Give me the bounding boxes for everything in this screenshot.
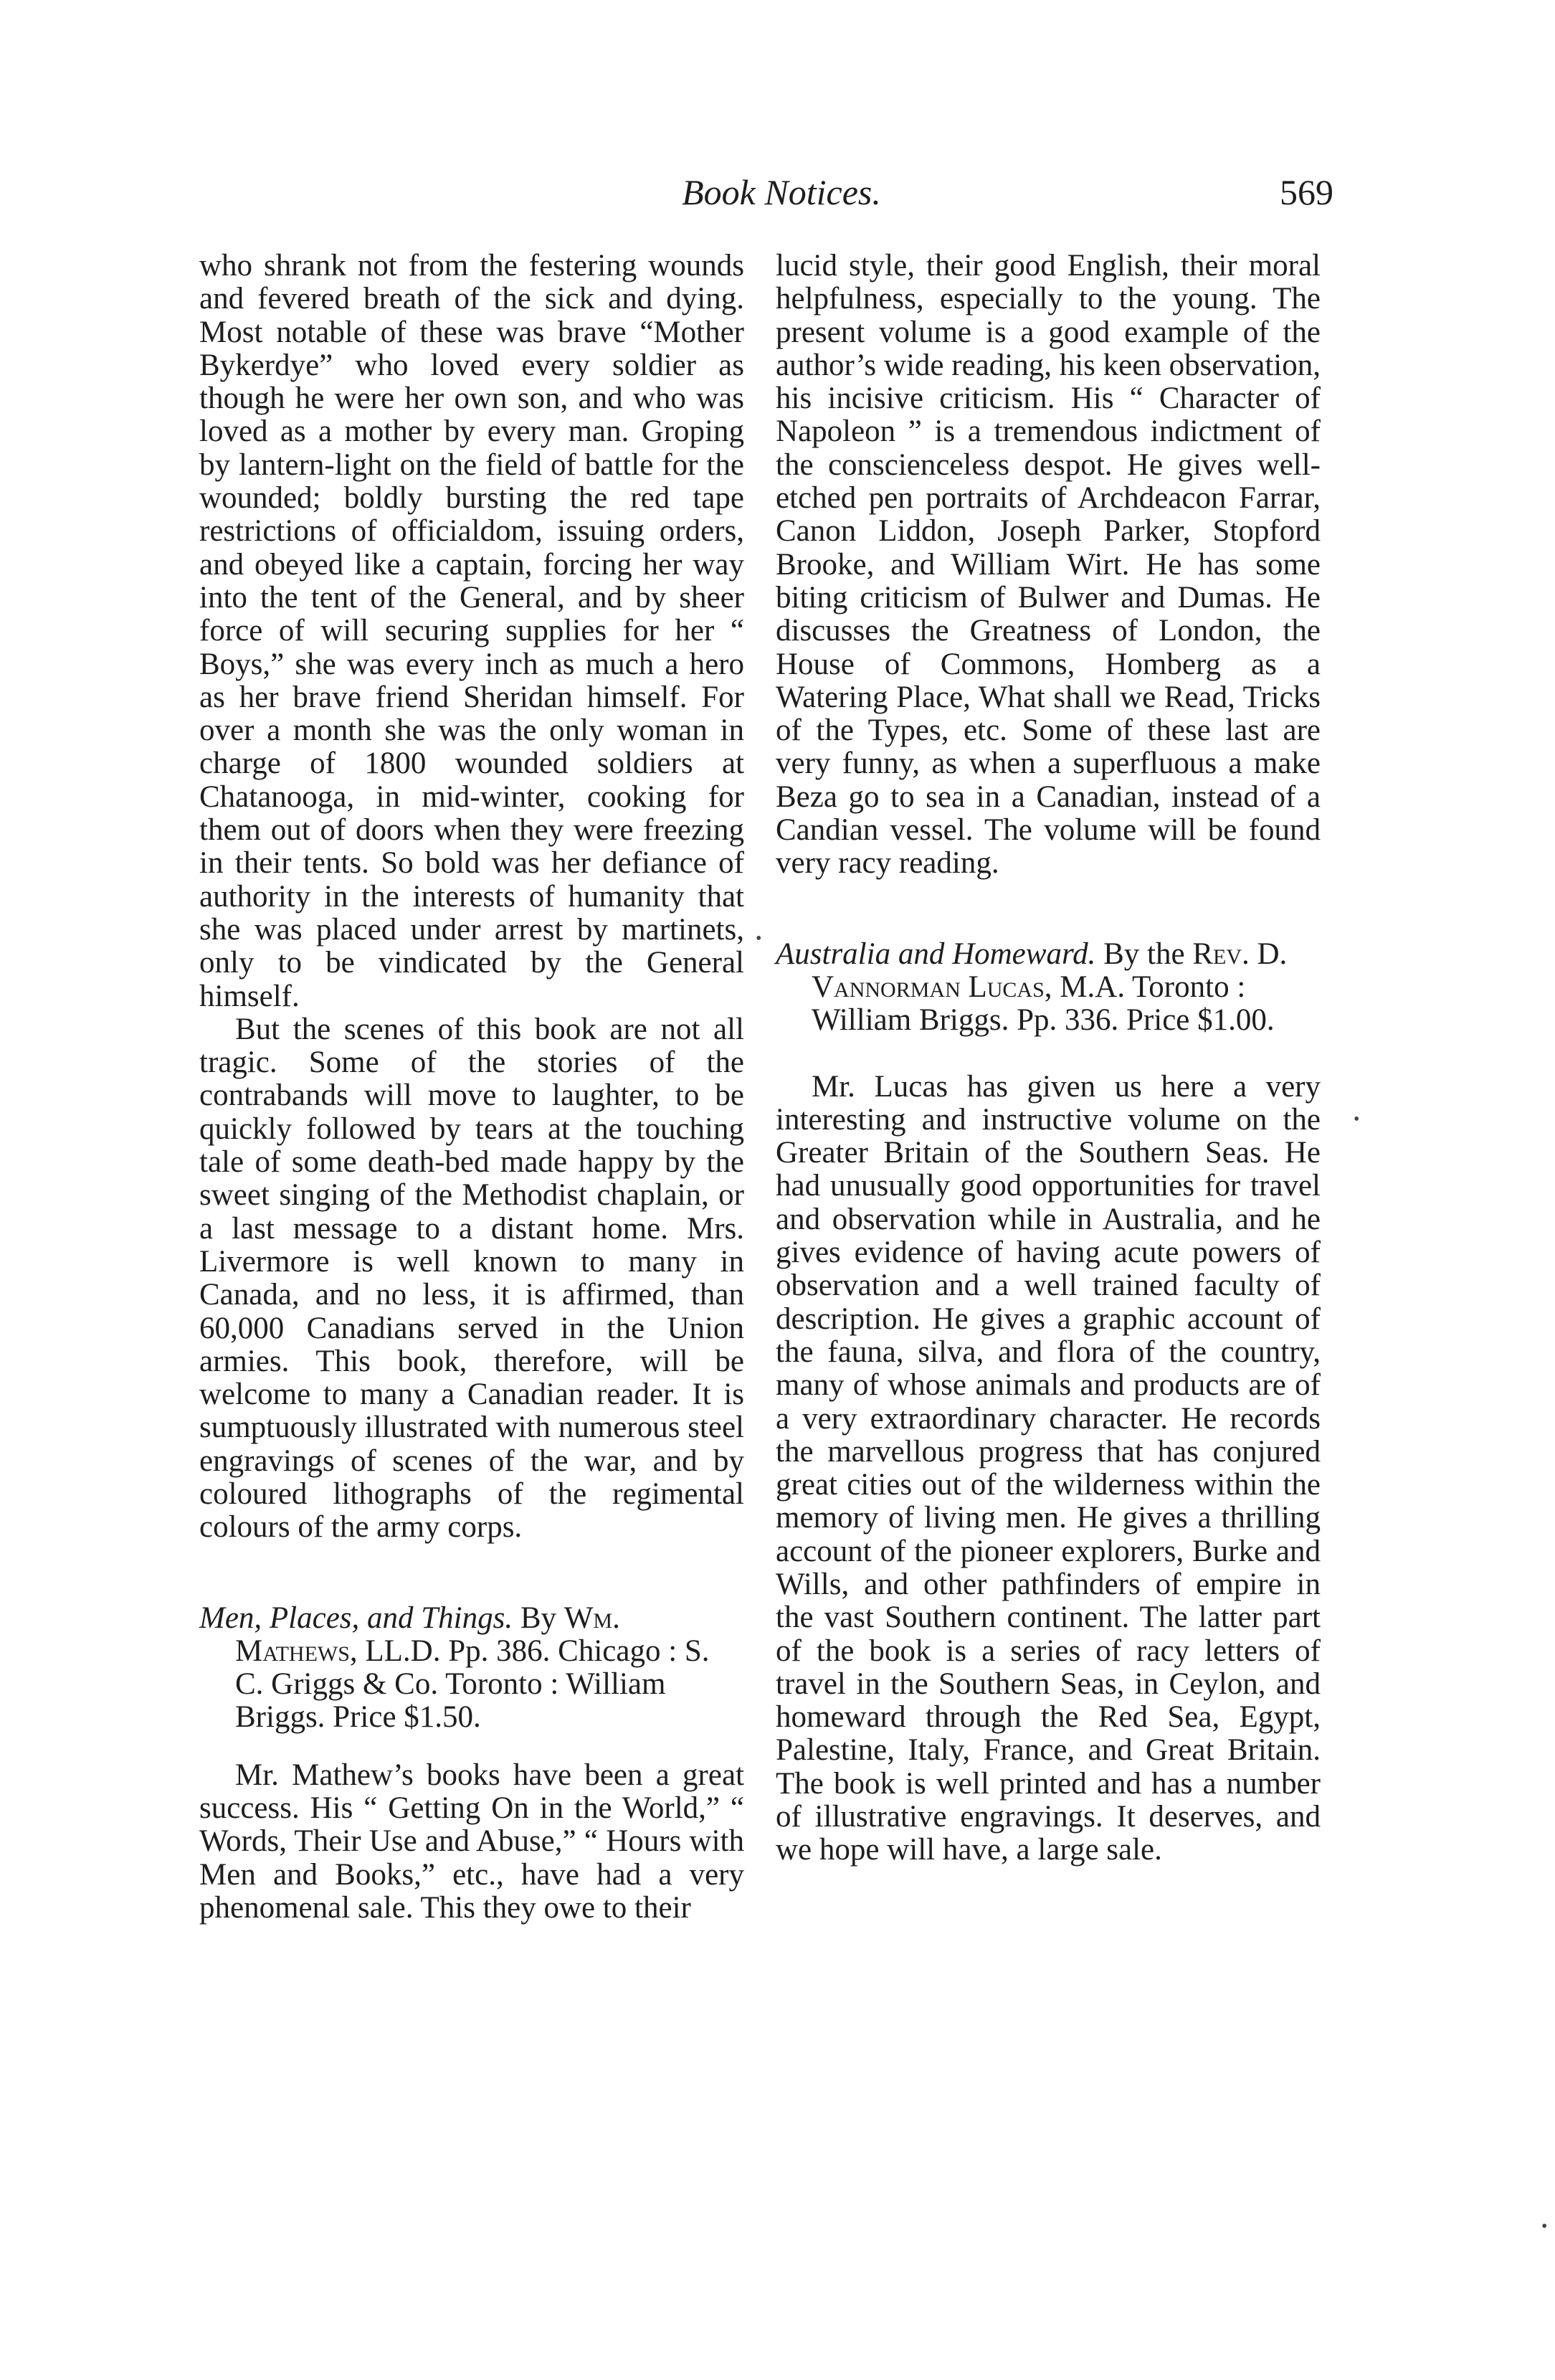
notice-details: M.A. Toronto : William Briggs. Pp. 336. Price $1.00. [812,969,1275,1038]
running-title: Book Notices. [682,172,881,212]
left-column [199,250,744,1925]
section-gap [776,881,1321,938]
notice-by: By [520,1601,557,1635]
stray-margin-dot: • [1541,2217,1548,2236]
right-column [776,250,1321,1867]
right-paragraph-2: Mr. Lucas has given us here a very interesting and instructive volume on the Greater Britain of the Southern Seas. He had unusually good opportunities for travel and observation while in Australia, and he gives evidence of having acute powers of observation and a well trained faculty of description. He gives a graphic account of the fauna, silva, and flora of the country, many of whose animals and products are of a very extraordinary character. He records the marvellous progress that has conjured great cities out of the wilderness within the memory of living men. He gives a thrilling account of the pioneer explorers, Burke and Wills, and other pathfinders of empire in the vast Southern continent. The latter part of the book is a series of racy letters of travel in the Southern Seas, in Ceylon, and homeward through the Red Sea, Egypt, Palestine, Italy, France, and Great Britain. The book is well printed and has a number of illustrative engravings. It deserves, and we hope will have, a large sale. [776,1069,1321,1867]
notice-heading-men-places-things [199,1602,744,1735]
notice-heading-australia-homeward [776,938,1321,1038]
notice-by: By the [1103,937,1185,971]
section-gap [199,1545,744,1602]
notice-book-title: Men, Places, and Things. [199,1601,513,1635]
section-gap [776,1038,1321,1071]
left-paragraph-3: Mr. Mathew’s books have been a great success. His “ Getting On in the World,” “ Words, Their Use and Abuse,” “ Hours with Men and Books,” etc., have had a very phenomenal sale. This they owe to their [199,1758,744,1925]
notice-author: Wm. Mathews, [235,1601,620,1668]
notice-book-title: Australia and Homeward. [776,937,1096,971]
notice-author: Rev. D. Vannorman Lucas, [812,937,1288,1004]
notice-details: LL.D. Pp. 386. Chicago : S. C. Griggs & Co. Toronto : William Briggs. Price $1.50. [235,1634,710,1735]
left-paragraph-2: But the scenes of this book are not all tragic. Some of the stories of the contrabands will move to laughter, to be quickly followed by tears at the touching tale of some death-bed made happy by the sweet singing of the Methodist chaplain, or a last message to a distant home. Mrs. Livermore is well known to many in Canada, and no less, it is affirmed, than 60,000 Canadians served in the Union armies. This book, therefore, will be welcome to many a Canadian reader. It is sumptuously illustrated with numerous steel engravings of scenes of the war, and by coloured lithographs of the regimental colours of the army corps. [199,1012,744,1545]
section-gap [199,1735,744,1759]
stray-margin-dot: • [756,929,762,948]
stray-margin-dot: • [1354,1110,1360,1129]
running-header [0,163,1555,221]
page-number: 569 [1280,172,1333,212]
left-paragraph-1: who shrank not from the festering wounds and fevered breath of the sick and dying. Most notable of these was brave “Mother Bykerdye” who loved every soldier as though he were her own son, and who was loved as a mother by every man. Groping by lantern-light on the field of battle for the wounded; boldly bursting the red tape restrictions of officialdom, issuing orders, and obeyed like a captain, forcing her way into the tent of the General, and by sheer force of will securing supplies for her “ Boys,” she was every inch as much a hero as her brave friend Sheridan himself. For over a month she was the only woman in charge of 1800 wounded soldiers at Chatanooga, in mid-winter, cooking for them out of doors when they were freezing in their tents. So bold was her defiance of authority in the interests of humanity that she was placed under arrest by martinets, only to be vindicated by the General himself. [199,249,744,1013]
right-paragraph-1: lucid style, their good English, their moral helpfulness, especially to the young. The present volume is a good example of the author’s wide reading, his keen observation, his incisive criticism. His “ Character of Napoleon ” is a tremendous indictment of the conscienceless despot. He gives well-etched pen portraits of Archdeacon Farrar, Canon Liddon, Joseph Parker, Stopford Brooke, and William Wirt. He has some biting criticism of Bulwer and Dumas. He discusses the Greatness of London, the House of Commons, Homberg as a Watering Place, What shall we Read, Tricks of the Types, etc. Some of these last are very funny, as when a superfluous a make Beza go to sea in a Canadian, instead of a Candian vessel. The volume will be found very racy reading. [776,249,1321,881]
